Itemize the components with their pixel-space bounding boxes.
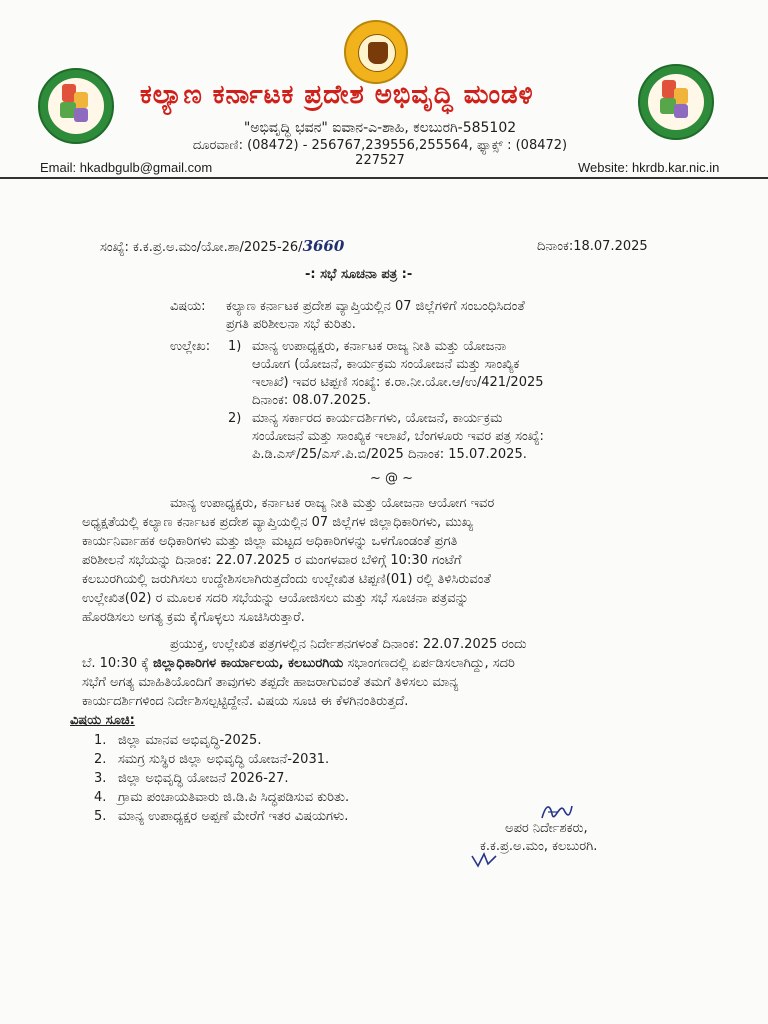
agenda-item-num: 3.: [94, 771, 107, 786]
body-line: ಉಲ್ಲೇಖಿತ(02) ರ ಮೂಲಕ ಸದರಿ ಸಭೆಯನ್ನು ಆಯೋಜಿಸಲು ಮತ್ತು ಸಭೆ ಸೂಚನಾ ಪತ್ರವನ್ನು: [82, 591, 469, 606]
separator: ~ @ ~: [370, 471, 414, 486]
header-divider: [0, 177, 768, 179]
body-line: ಹೊರಡಿಸಲು ಅಗತ್ಯ ಕ್ರಮ ಕೈಗೊಳ್ಳಲು ಸೂಚಿಸಿರುತ್ತಾರೆ.: [82, 610, 305, 625]
signatory-office: ಕ.ಕ.ಪ್ರ.ಅ.ಮಂ, ಕಲಬುರಗಿ.: [480, 839, 598, 854]
initial-icon: [470, 850, 500, 870]
signature-icon: [538, 800, 574, 822]
reference-2-line: ಸಂಯೋಜನೆ ಮತ್ತು ಸಾಂಖ್ಯಿಕ ಇಲಾಖೆ, ಬೆಂಗಳೂರು ಇವರ ಪತ್ರ ಸಂಖ್ಯೆ:: [252, 429, 544, 444]
letter-date: ದಿನಾಂಕ:18.07.2025: [537, 239, 648, 254]
reference-number: ಸಂಖ್ಯೆ: ಕ.ಕ.ಪ್ರ.ಅ.ಮಂ/ಯೋ.ಶಾ/2025-26/3660: [100, 237, 345, 255]
board-logo-left: [38, 68, 114, 144]
venue-bold: ಜಿಲ್ಲಾಧಿಕಾರಿಗಳ ಕಾರ್ಯಾಲಯ, ಕಲಬುರಗಿಯ: [153, 656, 344, 671]
body-line: ಸಭೆಗೆ ಅಗತ್ಯ ಮಾಹಿತಿಯೊಂದಿಗೆ ತಾವುಗಳು ತಪ್ಪದೇ ಹಾಜರಾಗುವಂತೆ ತಮಗೆ ತಿಳಿಸಲು ಮಾನ್ಯ: [82, 675, 459, 690]
body-line: ಕಾರ್ಯನಿರ್ವಾಹಕ ಅಧಿಕಾರಿಗಳು ಮತ್ತು ಜಿಲ್ಲಾ ಮಟ್ಟದ ಅಧಿಕಾರಿಗಳನ್ನು ಒಳಗೊಂಡಂತೆ ಪ್ರಗತಿ: [82, 534, 458, 549]
reference-1-line: ಮಾನ್ಯ ಉಪಾಧ್ಯಕ್ಷರು, ಕರ್ನಾಟಕ ರಾಜ್ಯ ನೀತಿ ಮತ್ತು ಯೋಜನಾ: [252, 339, 507, 354]
handwritten-number: 3660: [302, 237, 345, 255]
signatory-designation: ಅಪರ ನಿರ್ದೇಶಕರು,: [505, 821, 588, 836]
agenda-item-num: 5.: [94, 809, 107, 824]
government-seal: [344, 20, 408, 84]
agenda-item: ಮಾನ್ಯ ಉಪಾಧ್ಯಕ್ಷರ ಅಪ್ಪಣೆ ಮೇರೆಗೆ ಇತರ ವಿಷಯಗಳು.: [118, 809, 349, 824]
reference-1-line: ಇಲಾಖೆ) ಇವರ ಟಿಪ್ಪಣಿ ಸಂಖ್ಯೆ: ಕ.ರಾ.ನೀ.ಯೋ.ಆ/ಉ/421/2025: [252, 375, 544, 390]
reference-1-line: ಆಯೋಗ (ಯೋಜನೆ, ಕಾರ್ಯಕ್ರಮ ಸಂಯೋಜನೆ ಮತ್ತು ಸಾಂಖ್ಯಿಕ: [252, 357, 520, 372]
reference-1-num: 1): [228, 339, 242, 354]
agenda-item-num: 2.: [94, 752, 107, 767]
org-phone: ದೂರವಾಣಿ: (08472) - 256767,239556,255564, ಫ್ಯಾಕ್ಸ್ : (08472) 227527: [192, 138, 568, 168]
reference-2-line: ಪಿ.ಡಿ.ಎಸ್/25/ಎಸ್.ಪಿ.ಬಿ/2025 ದಿನಾಂಕ: 15.07.2025.: [252, 447, 527, 462]
body-line: ಕಲಬುರಗಿಯಲ್ಲಿ ಜರುಗಿಸಲು ಉದ್ದೇಶಿಸಲಾಗಿರುತ್ತದೆಂದು ಉಲ್ಲೇಖಿತ ಟಿಪ್ಪಣಿ(01) ರಲ್ಲಿ ತಿಳಿಸಿರುವಂತೆ: [82, 572, 491, 587]
agenda-title: ವಿಷಯ ಸೂಚಿ:: [70, 713, 135, 728]
org-email: Email: hkadbgulb@gmail.com: [40, 160, 213, 175]
agenda-item: ಗ್ರಾಮ ಪಂಚಾಯತಿವಾರು ಜಿ.ಡಿ.ಪಿ ಸಿದ್ಧಪಡಿಸುವ ಕುರಿತು.: [118, 790, 350, 805]
agenda-item-num: 4.: [94, 790, 107, 805]
agenda-item: ಜಿಲ್ಲಾ ಮಾನವ ಅಭಿವೃದ್ಧಿ-2025.: [118, 733, 262, 748]
agenda-item-num: 1.: [94, 733, 107, 748]
body-line-venue: ಬೆ. 10:30 ಕ್ಕೆ ಜಿಲ್ಲಾಧಿಕಾರಿಗಳ ಕಾರ್ಯಾಲಯ, ಕಲಬುರಗಿಯ ಸಭಾಂಗಣದಲ್ಲಿ ಏರ್ಪಡಿಸಲಾಗಿದ್ದು, ಸದರಿ: [82, 656, 515, 671]
body-line: ಮಾನ್ಯ ಉಪಾಧ್ಯಕ್ಷರು, ಕರ್ನಾಟಕ ರಾಜ್ಯ ನೀತಿ ಮತ್ತು ಯೋಜನಾ ಆಯೋಗ ಇವರ: [170, 496, 495, 511]
subject-line-1: ಕಲ್ಯಾಣ ಕರ್ನಾಟಕ ಪ್ರದೇಶ ವ್ಯಾಪ್ತಿಯಲ್ಲಿನ 07 ಜಿಲ್ಲೆಗಳಿಗೆ ಸಂಬಂಧಿಸಿದಂತೆ: [226, 299, 525, 314]
agenda-item: ಜಿಲ್ಲಾ ಅಭಿವೃದ್ಧಿ ಯೋಜನೆ 2026-27.: [118, 771, 289, 786]
handwritten-date: 18.07.2025: [573, 239, 648, 254]
document-heading: -: ಸಭೆ ಸೂಚನಾ ಪತ್ರ :-: [305, 267, 413, 282]
subject-line-2: ಪ್ರಗತಿ ಪರಿಶೀಲನಾ ಸಭೆ ಕುರಿತು.: [226, 317, 356, 332]
board-logo-right: [638, 64, 714, 140]
body-line: ಪರಿಶೀಲನೆ ಸಭೆಯನ್ನು ದಿನಾಂಕ: 22.07.2025 ರ ಮಂಗಳವಾರ ಬೆಳಿಗ್ಗೆ 10:30 ಗಂಟೆಗೆ: [82, 553, 462, 568]
reference-label: ಉಲ್ಲೇಖ:: [170, 339, 211, 354]
reference-2-num: 2): [228, 411, 242, 426]
reference-2-line: ಮಾನ್ಯ ಸರ್ಕಾರದ ಕಾರ್ಯದರ್ಶಿಗಳು, ಯೋಜನೆ, ಕಾರ್ಯಕ್ರಮ: [252, 411, 503, 426]
agenda-item: ಸಮಗ್ರ ಸುಸ್ಥಿರ ಜಿಲ್ಲಾ ಅಭಿವೃದ್ಧಿ ಯೋಜನೆ-2031.: [118, 752, 330, 767]
body-line: ಕಾರ್ಯದರ್ಶಿಗಳಿಂದ ನಿರ್ದೇಶಿಸಲ್ಪಟ್ಟಿದ್ದೇನೆ. ವಿಷಯ ಸೂಚಿ ಈ ಕೆಳಗಿನಂತಿರುತ್ತದೆ.: [82, 694, 409, 709]
body-line: ಅಧ್ಯಕ್ಷತೆಯಲ್ಲಿ ಕಲ್ಯಾಣ ಕರ್ನಾಟಕ ಪ್ರದೇಶ ವ್ಯಾಪ್ತಿಯಲ್ಲಿನ 07 ಜಿಲ್ಲೆಗಳ ಜಿಲ್ಲಾಧಿಕಾರಿಗಳು, ಮುಖ್ಯ: [82, 515, 474, 530]
org-address: "ಅಭಿವೃದ್ಧಿ ಭವನ" ಐವಾನ-ಎ-ಶಾಹಿ, ಕಲಬುರಗಿ-585102: [243, 120, 517, 136]
body-line: ಪ್ರಯುಕ್ತ, ಉಲ್ಲೇಖಿತ ಪತ್ರಗಳಲ್ಲಿನ ನಿರ್ದೇಶನಗಳಂತೆ ದಿನಾಂಕ: 22.07.2025 ರಂದು: [170, 637, 527, 652]
reference-1-line: ದಿನಾಂಕ: 08.07.2025.: [252, 393, 371, 408]
org-name: ಕಲ್ಯಾಣ ಕರ್ನಾಟಕ ಪ್ರದೇಶ ಅಭಿವೃದ್ಧಿ ಮಂಡಳಿ: [140, 80, 534, 110]
org-website: Website: hkrdb.kar.nic.in: [578, 160, 720, 175]
emblem-icon: [368, 42, 388, 64]
subject-label: ವಿಷಯ:: [170, 299, 206, 314]
